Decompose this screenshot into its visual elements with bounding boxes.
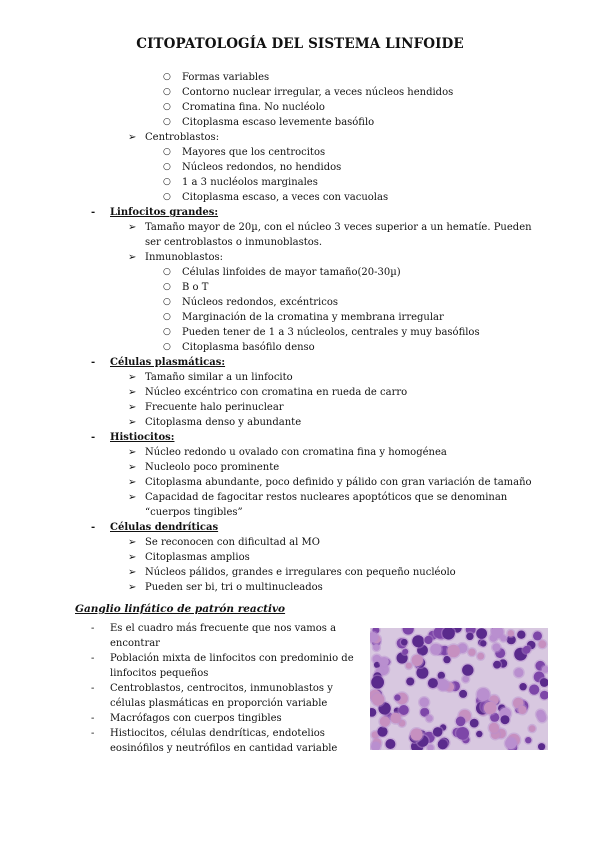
list-item-centroblastos: ➢ Centroblastos:	[128, 132, 220, 143]
list-item: ➢ Se reconocen con dificultad al MO	[128, 537, 320, 548]
list-item: ➢ Pueden ser bi, tri o multinucleados	[128, 582, 323, 593]
cell-nucleus	[538, 640, 546, 648]
micrograph-image	[370, 628, 548, 750]
circle-bullet-icon: ○	[163, 72, 171, 82]
list-item: - Población mixta de linfocitos con predominio de	[91, 653, 354, 664]
cell-nucleus	[462, 664, 473, 675]
cell-nucleus	[517, 631, 525, 639]
dash-bullet-icon: -	[91, 357, 96, 368]
circle-bullet-icon: ○	[163, 342, 171, 352]
dash-bullet-icon: -	[91, 522, 96, 533]
dash-bullet-icon: -	[91, 683, 95, 694]
cell-nucleus	[500, 635, 506, 641]
arrow-bullet-icon: ➢	[128, 462, 137, 473]
cell-nucleus	[525, 737, 531, 743]
cell-nucleus	[411, 728, 423, 740]
arrow-bullet-icon: ➢	[128, 567, 137, 578]
circle-bullet-icon: ○	[163, 312, 171, 322]
main-content	[0, 70, 600, 595]
circle-bullet-icon: ○	[163, 297, 171, 307]
cell-nucleus	[456, 727, 469, 740]
list-item: ○ Contorno nuclear irregular, a veces núcleos hendidos	[163, 87, 454, 98]
list-item: - Macrófagos con cuerpos tingibles	[91, 713, 282, 724]
cell-nucleus	[492, 643, 500, 651]
arrow-bullet-icon: ➢	[128, 402, 137, 413]
cell-nucleus	[428, 678, 438, 688]
cell-nucleus	[401, 639, 408, 646]
cell-nucleus	[419, 697, 429, 707]
cell-nucleus	[426, 715, 433, 722]
cell-nucleus	[476, 731, 482, 737]
dash-bullet-icon: -	[91, 653, 95, 664]
circle-bullet-icon: ○	[163, 87, 171, 97]
cell-nucleus	[477, 653, 484, 660]
list-item: ○ Citoplasma escaso, a veces con vacuolas	[163, 192, 389, 203]
list-item: ➢ Núcleo redondo u ovalado con cromatina fina y homogénea	[128, 447, 447, 458]
cell-nucleus	[493, 661, 501, 669]
arrow-bullet-icon: ➢	[128, 417, 137, 428]
list-item: ➢ Citoplasma abundante, poco definido y pálido con gran variación de tamaño	[128, 477, 532, 488]
list-item: ○ Núcleos redondos, no hendidos	[163, 162, 342, 173]
list-item: ○ Núcleos redondos, excéntricos	[163, 297, 338, 308]
list-item: ○ Cromatina fina. No nucléolo	[163, 102, 325, 113]
arrow-bullet-icon: ➢	[128, 372, 137, 383]
cell-nucleus	[476, 628, 487, 639]
dash-bullet-icon: -	[91, 432, 96, 443]
cell-nucleus	[480, 640, 486, 646]
circle-bullet-icon: ○	[163, 177, 171, 187]
cell-nucleus	[529, 725, 536, 732]
list-item: ○ Mayores que los centrocitos	[163, 147, 326, 158]
arrow-bullet-icon: ➢	[128, 537, 137, 548]
list-item: ➢ Núcleos pálidos, grandes e irregulares con pequeño nucléolo	[128, 567, 456, 578]
ganglio-heading: Ganglio linfático de patrón reactivo	[75, 603, 286, 615]
list-item-continuation: células plasmáticas en proporción variable	[110, 698, 328, 709]
list-item: - Es el cuadro más frecuente que nos vamos a	[91, 623, 337, 634]
cell-nucleus	[519, 683, 526, 690]
circle-bullet-icon: ○	[163, 102, 171, 112]
list-item: ○ Citoplasma escaso levemente basófilo	[163, 117, 375, 128]
arrow-bullet-icon: ➢	[128, 252, 137, 263]
cell-nucleus	[529, 685, 539, 695]
circle-bullet-icon: ○	[163, 267, 171, 277]
cell-nucleus	[438, 739, 448, 749]
section-heading-linfocitos-grandes: - Linfocitos grandes:	[91, 207, 219, 218]
cell-nucleus	[456, 717, 466, 727]
circle-bullet-icon: ○	[163, 192, 171, 202]
cell-nucleus	[518, 706, 526, 714]
dash-bullet-icon: -	[91, 728, 95, 739]
cell-nucleus	[433, 727, 443, 737]
dash-bullet-icon: -	[91, 713, 95, 724]
list-item: - Histiocitos, células dendríticas, endotelios	[91, 728, 325, 739]
list-item: ➢ Tamaño mayor de 20µ, con el núcleo 3 veces superior a un hematíe. Pueden	[128, 222, 532, 233]
list-item: ○ B o T	[163, 282, 209, 293]
list-item: ➢ Capacidad de fagocitar restos nucleares apoptóticos que se denominan	[128, 492, 508, 503]
list-item: ○ Marginación de la cromatina y membrana irregular	[163, 312, 444, 323]
cell-nucleus	[406, 663, 412, 669]
cell-nucleus	[406, 678, 414, 686]
cell-nucleus	[484, 702, 497, 715]
cell-nucleus	[466, 633, 473, 640]
list-item: - Centroblastos, centrocitos, inmunoblastos y	[91, 683, 333, 694]
circle-bullet-icon: ○	[163, 282, 171, 292]
arrow-bullet-icon: ➢	[128, 492, 137, 503]
list-item-continuation: eosinófilos y neutrófilos en cantidad variable	[110, 743, 338, 754]
list-item: ➢ Nucleolo poco prominente	[128, 462, 280, 473]
cell-nucleus	[514, 668, 523, 677]
page-title: CITOPATOLOGÍA DEL SISTEMA LINFOIDE	[136, 36, 464, 52]
cell-nucleus	[501, 715, 510, 724]
cell-nucleus	[390, 713, 401, 724]
section-heading-celulas-plasmaticas: - Células plasmáticas:	[91, 357, 226, 368]
arrow-bullet-icon: ➢	[128, 222, 137, 233]
list-item: ○ Células linfoides de mayor tamaño(20-30µ)	[163, 267, 401, 278]
cell-nucleus	[468, 649, 475, 656]
list-item-continuation: linfocitos pequeños	[110, 668, 209, 679]
cell-nucleus	[380, 657, 389, 666]
cell-nucleus	[394, 694, 400, 700]
list-item: ➢ Tamaño similar a un linfocito	[128, 372, 293, 383]
cell-nucleus	[538, 714, 547, 723]
cell-nucleus	[459, 690, 467, 698]
cell-nucleus	[430, 644, 441, 655]
list-item: ○ Formas variables	[163, 72, 270, 83]
arrow-bullet-icon: ➢	[128, 552, 137, 563]
cell-nucleus	[508, 630, 515, 637]
list-item: ➢ Frecuente halo perinuclear	[128, 402, 284, 413]
list-item-continuation: encontrar	[110, 638, 160, 649]
cell-nucleus	[489, 723, 499, 733]
cell-nucleus	[380, 716, 390, 726]
cell-nucleus	[412, 655, 423, 666]
list-item-inmunoblastos: ➢ Inmunoblastos:	[128, 252, 224, 263]
arrow-bullet-icon: ➢	[128, 477, 137, 488]
ganglio-list	[0, 621, 370, 756]
list-item: ➢ Citoplasma denso y abundante	[128, 417, 302, 428]
cell-nucleus	[385, 739, 395, 749]
list-item: ○ Citoplasma basófilo denso	[163, 342, 315, 353]
cell-nucleus	[373, 644, 380, 651]
arrow-bullet-icon: ➢	[128, 132, 137, 143]
circle-bullet-icon: ○	[163, 147, 171, 157]
list-item-continuation: ser centroblastos o inmunoblastos.	[145, 237, 323, 248]
cell-nucleus	[533, 631, 542, 640]
list-item-continuation: “cuerpos tingibles”	[145, 507, 243, 518]
dash-bullet-icon: -	[91, 207, 96, 218]
dash-bullet-icon: -	[91, 623, 95, 634]
list-item: ○ Pueden tener de 1 a 3 núcleolos, centrales y muy basófilos	[163, 327, 480, 338]
cell-nucleus	[372, 693, 384, 705]
circle-bullet-icon: ○	[163, 162, 171, 172]
circle-bullet-icon: ○	[163, 327, 171, 337]
arrow-bullet-icon: ➢	[128, 582, 137, 593]
list-item: ➢ Citoplasmas amplios	[128, 552, 250, 563]
cell-nucleus	[477, 688, 490, 701]
list-item: ➢ Núcleo excéntrico con cromatina en rueda de carro	[128, 387, 408, 398]
circle-bullet-icon: ○	[163, 117, 171, 127]
cell-nucleus	[412, 635, 424, 647]
arrow-bullet-icon: ➢	[128, 447, 137, 458]
section-heading-histiocitos: - Histiocitos:	[91, 432, 175, 443]
cell-nucleus	[371, 676, 384, 689]
list-item: ○ 1 a 3 nucléolos marginales	[163, 177, 318, 188]
cell-nucleus	[377, 727, 387, 737]
cell-nucleus	[523, 646, 531, 654]
cell-nucleus	[538, 743, 545, 750]
cell-nucleus	[447, 645, 460, 658]
cell-nucleus	[505, 738, 517, 750]
arrow-bullet-icon: ➢	[128, 387, 137, 398]
section-heading-celulas-dendriticas: - Células dendríticas	[91, 522, 219, 533]
cell-nucleus	[424, 636, 432, 644]
